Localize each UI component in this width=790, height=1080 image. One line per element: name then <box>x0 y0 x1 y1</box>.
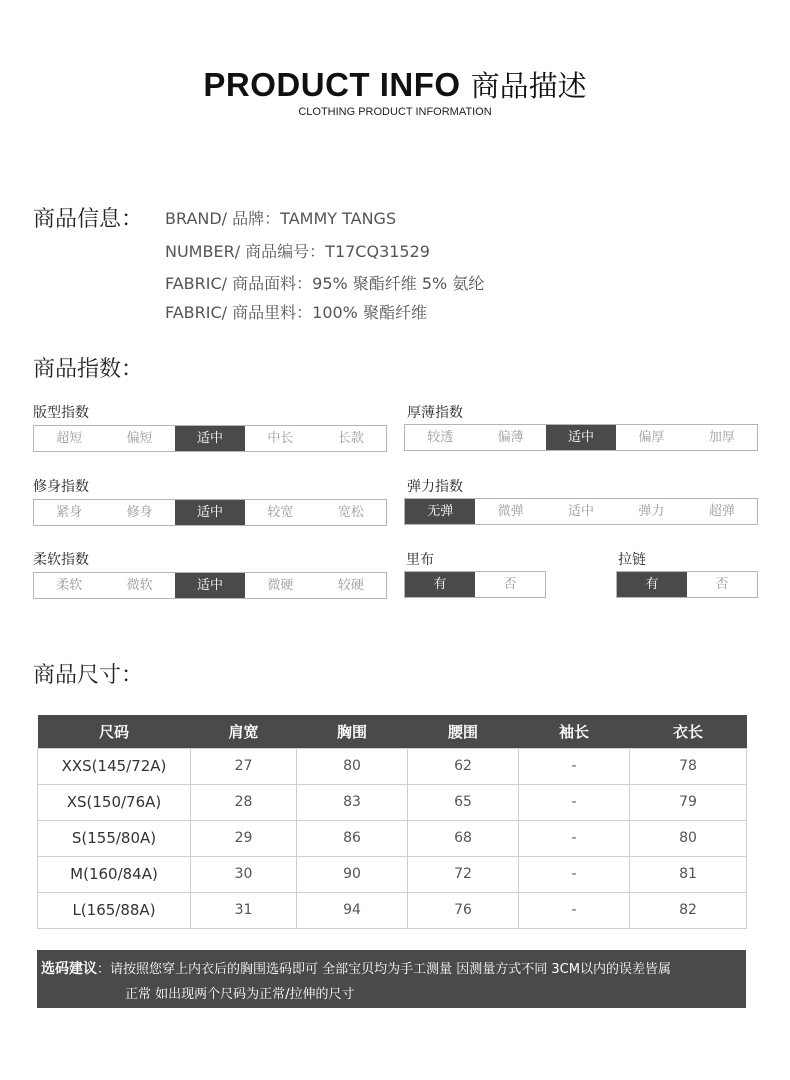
table-row <box>38 892 747 928</box>
info-brand: BRAND/ 品牌：TAMMY TANGS <box>165 209 397 228</box>
cell-size: S(155/80A) <box>38 820 191 856</box>
index-bar-slim <box>33 499 387 526</box>
header-size: 尺码 <box>38 715 191 748</box>
cell-bust: 80 <box>297 748 408 784</box>
index-option: 弹力 <box>638 504 665 519</box>
index-option: 偏薄 <box>497 430 524 445</box>
cell-shoulder: 31 <box>191 892 297 928</box>
cell-shoulder: 27 <box>191 748 297 784</box>
size-advice-line1 <box>41 957 738 982</box>
index-option: 有 <box>405 572 475 597</box>
cell-size: XXS(145/72A) <box>38 748 191 784</box>
title-chinese: 商品描述 <box>470 69 587 103</box>
index-option: 微硬 <box>267 578 294 593</box>
size-advice-text1: ：请按照您穿上内衣后的胸围选码即可 全部宝贝均为手工测量 因测量方式不同 3CM以内的误差皆属 <box>97 962 671 977</box>
cell-length: 80 <box>630 820 747 856</box>
section-label-info: 商品信息： <box>33 207 144 232</box>
index-option: 较硬 <box>337 578 364 593</box>
header-bust: 胸围 <box>297 715 408 748</box>
index-title-elasticity: 弹力指数 <box>407 479 463 495</box>
index-bar-fit <box>33 425 387 452</box>
section-label-indices: 商品指数： <box>33 357 144 382</box>
cell-sleeve: - <box>519 820 630 856</box>
index-option: 适中 <box>175 500 245 525</box>
index-option: 偏厚 <box>638 430 665 445</box>
section-label-sizes: 商品尺寸： <box>33 663 144 688</box>
cell-bust: 90 <box>297 856 408 892</box>
cell-length: 82 <box>630 892 747 928</box>
cell-shoulder: 29 <box>191 820 297 856</box>
index-option: 较透 <box>427 430 454 445</box>
index-title-thickness: 厚薄指数 <box>407 405 463 421</box>
index-bar-lining <box>404 571 546 598</box>
cell-waist: 62 <box>408 748 519 784</box>
size-advice-label: 选码建议 <box>41 961 97 977</box>
page-title <box>0 64 790 105</box>
index-title-lining: 里布 <box>406 552 434 568</box>
index-option: 修身 <box>126 505 153 520</box>
index-bar-zipper <box>616 571 758 598</box>
page-subtitle: CLOTHING PRODUCT INFORMATION <box>298 106 492 118</box>
cell-length: 79 <box>630 784 747 820</box>
cell-bust: 86 <box>297 820 408 856</box>
cell-size: XS(150/76A) <box>38 784 191 820</box>
cell-length: 78 <box>630 748 747 784</box>
size-advice-line2: 正常 如出现两个尺码为正常/拉伸的尺寸 <box>125 987 355 1002</box>
index-option: 长款 <box>337 431 364 446</box>
cell-sleeve: - <box>519 784 630 820</box>
index-option: 适中 <box>546 425 616 450</box>
cell-length: 81 <box>630 856 747 892</box>
index-bar-elasticity <box>404 498 758 525</box>
index-option: 否 <box>503 577 517 592</box>
index-title-fit: 版型指数 <box>33 405 89 421</box>
index-title-softness: 柔软指数 <box>33 552 89 568</box>
index-option: 中长 <box>267 431 294 446</box>
cell-waist: 76 <box>408 892 519 928</box>
index-option: 适中 <box>175 573 245 598</box>
index-option: 较宽 <box>267 505 294 520</box>
table-row <box>38 748 747 784</box>
header-sleeve: 袖长 <box>519 715 630 748</box>
size-advice-box <box>37 950 746 1008</box>
cell-bust: 83 <box>297 784 408 820</box>
index-option: 否 <box>715 577 729 592</box>
index-option: 微弹 <box>497 504 524 519</box>
cell-waist: 72 <box>408 856 519 892</box>
cell-shoulder: 30 <box>191 856 297 892</box>
info-lining: FABRIC/ 商品里料：100% 聚酯纤维 <box>165 303 427 322</box>
index-option: 有 <box>617 572 687 597</box>
index-title-zipper: 拉链 <box>618 552 646 568</box>
index-option: 适中 <box>175 426 245 451</box>
index-option: 无弹 <box>405 499 475 524</box>
cell-sleeve: - <box>519 856 630 892</box>
index-option: 加厚 <box>708 430 735 445</box>
cell-sleeve: - <box>519 748 630 784</box>
index-option: 宽松 <box>337 505 364 520</box>
title-english: PRODUCT INFO <box>203 66 461 103</box>
table-row <box>38 820 747 856</box>
cell-shoulder: 28 <box>191 784 297 820</box>
index-option: 偏短 <box>126 431 153 446</box>
index-option: 超短 <box>56 431 83 446</box>
index-option: 紧身 <box>56 505 83 520</box>
cell-sleeve: - <box>519 892 630 928</box>
index-bar-softness <box>33 572 387 599</box>
index-option: 超弹 <box>708 504 735 519</box>
size-table-header <box>38 715 747 748</box>
index-option: 适中 <box>568 504 595 519</box>
header-waist: 腰围 <box>408 715 519 748</box>
index-option: 微软 <box>126 578 153 593</box>
index-bar-thickness <box>404 424 758 451</box>
cell-size: L(165/88A) <box>38 892 191 928</box>
index-title-slim: 修身指数 <box>33 479 89 495</box>
index-option: 柔软 <box>56 578 83 593</box>
table-row <box>38 856 747 892</box>
info-fabric: FABRIC/ 商品面料：95% 聚酯纤维 5% 氨纶 <box>165 274 485 293</box>
cell-waist: 68 <box>408 820 519 856</box>
cell-waist: 65 <box>408 784 519 820</box>
info-number: NUMBER/ 商品编号：T17CQ31529 <box>165 242 430 261</box>
cell-size: M(160/84A) <box>38 856 191 892</box>
cell-bust: 94 <box>297 892 408 928</box>
header-shoulder: 肩宽 <box>191 715 297 748</box>
table-row <box>38 784 747 820</box>
size-table <box>37 715 747 929</box>
header-length: 衣长 <box>630 715 747 748</box>
